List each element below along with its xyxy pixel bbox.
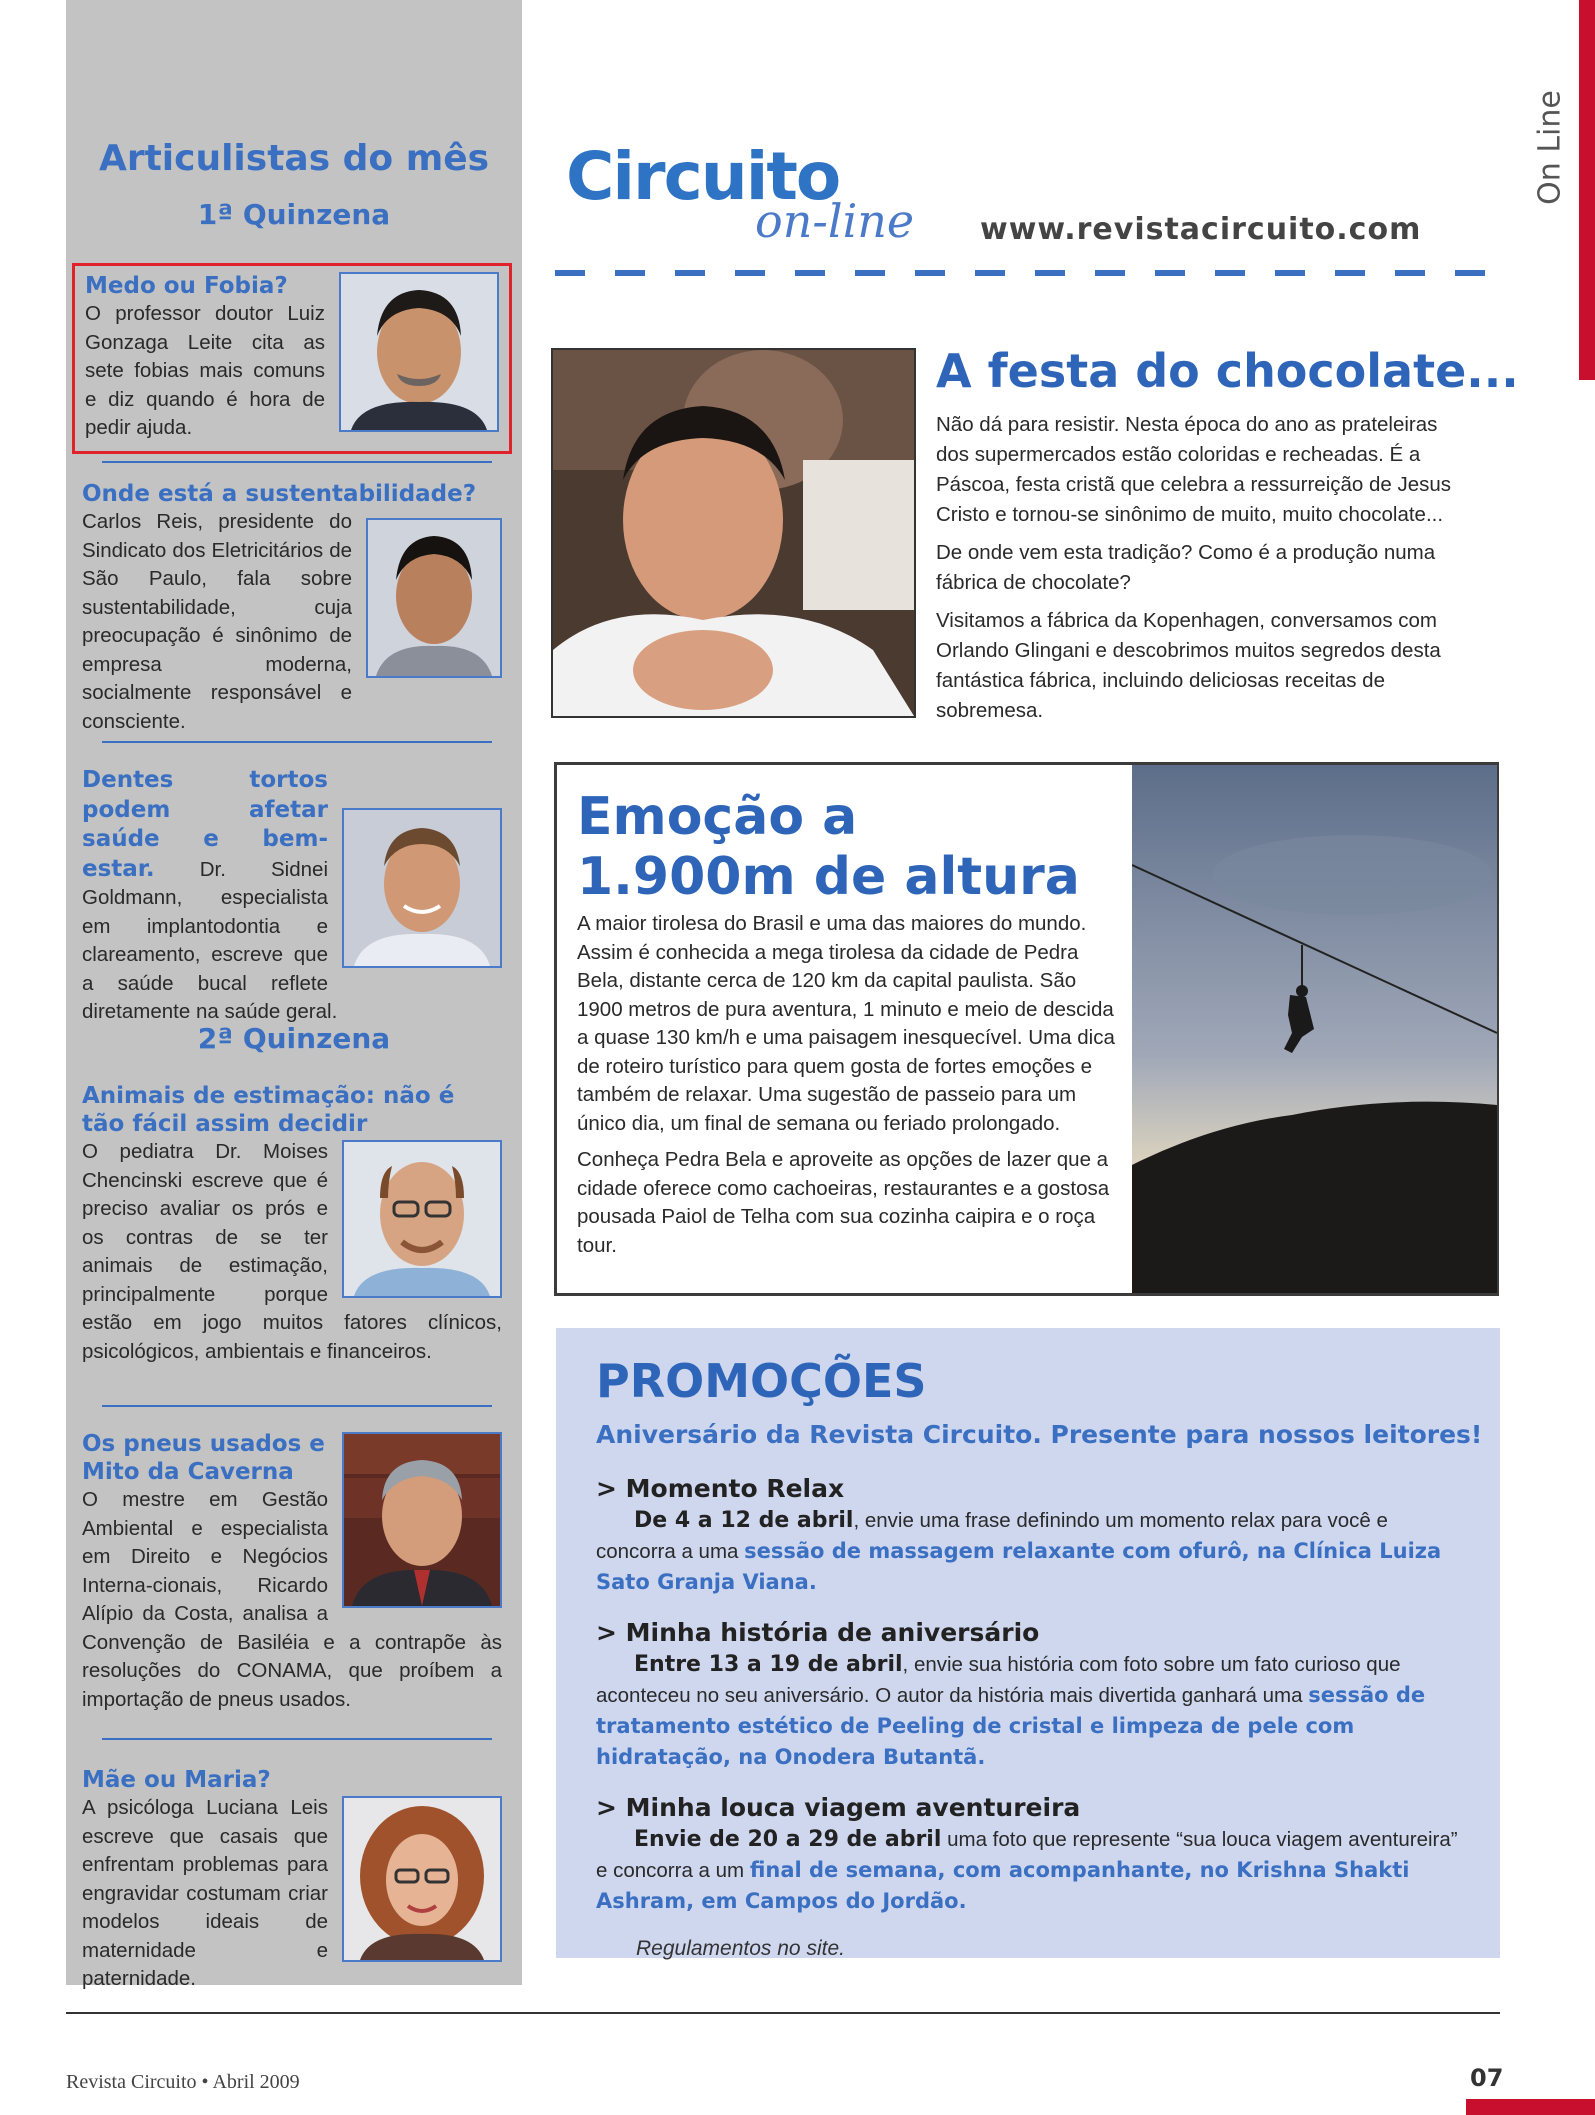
article-summary: Dr. Sidnei Goldmann, especialista em implantodontia e clareamento, escreve que a saúde bucal reflete diretamente na saúde geral. bbox=[82, 857, 338, 1023]
side-tab-label: On Line bbox=[1532, 90, 1568, 205]
article-title[interactable]: Mãe ou Maria? bbox=[82, 1767, 271, 1793]
quinzena-2-heading: 2ª Quinzena bbox=[197, 1022, 391, 1055]
page-number: 07 bbox=[1470, 2064, 1504, 2092]
article-summary: A psicóloga Luciana Leis escreve que casais que enfrentam problemas para engravidar costumam criar modelos ideais de maternidade e paternidade. bbox=[82, 1796, 328, 1990]
article-dentes-tortos[interactable] bbox=[82, 766, 502, 1027]
article-divider bbox=[102, 461, 492, 463]
promo-item-heading: > Minha louca viagem aventureira bbox=[596, 1793, 1081, 1822]
chocolate-paragraph: De onde vem esta tradição? Como é a produção numa fábrica de chocolate? bbox=[936, 541, 1436, 594]
article-title[interactable]: Animais de estimação: não é tão fácil assim decidir bbox=[82, 1083, 455, 1137]
promo-item-text: , envie uma frase definindo um momento relax para você e concorra a uma bbox=[596, 1509, 1388, 1563]
author-photo-luiz-gonzaga bbox=[339, 272, 499, 432]
tirolesa-paragraph: Conheça Pedra Bela e aproveite as opções de lazer que a cidade oferece como cachoeiras, restaurantes e a gostosa pousada Paiol de Telha com sua cozinha caipira e o roça tour. bbox=[577, 1148, 1110, 1257]
tirolesa-headline-line1: Emoção a bbox=[577, 787, 858, 847]
article-divider bbox=[102, 1405, 492, 1407]
author-photo-moises-chencinski bbox=[342, 1140, 502, 1298]
article-title[interactable]: Onde está a sustentabilidade? bbox=[82, 481, 477, 507]
article-title[interactable]: Medo ou Fobia? bbox=[85, 273, 288, 299]
promo-item-louca-viagem[interactable] bbox=[596, 1793, 1466, 1917]
promo-item-date: Envie de 20 a 29 de abril bbox=[634, 1827, 942, 1852]
footer-red-bar bbox=[1466, 2099, 1595, 2115]
author-photo-sidnei-goldmann bbox=[342, 808, 502, 968]
tirolesa-headline-line2: 1.900m de altura bbox=[577, 847, 1080, 907]
logo-main-text: Circuito bbox=[566, 138, 840, 215]
tirolesa-feature-box bbox=[554, 762, 1499, 1296]
tirolesa-paragraph: A maior tirolesa do Brasil e uma das maiores do mundo. Assim é conhecida a mega tirolesa da cidade de Pedra Bela, distante cerca de 120 km da capital paulista. São 1900 metros de pura aventura, 1 minuto e meio de descida a quase 130 km/h e uma paisagem inesquecível. Uma dica de roteiro turístico para quem gosta de fortes emoções e também de relaxar. Uma sugestão de passeio para um único dia, um final de semana ou feriado prolongado. bbox=[577, 912, 1115, 1135]
footer-publication-info bbox=[66, 2071, 300, 2094]
article-mae-ou-maria[interactable] bbox=[82, 1766, 502, 1994]
article-summary: O pediatra Dr. Moises Chencinski escreve que é preciso avaliar os prós e os contras de se ter animais de estimação, principalmente porque estão em jogo muitos fatores clínicos, psicológicos, ambientais e financeiros. bbox=[82, 1140, 502, 1363]
chocolate-paragraph: Não dá para resistir. Nesta época do ano as prateleiras dos supermercados estão coloridas e recheadas. É a Páscoa, festa cristã que celebra a ressurreição de Jesus Cristo e tornou-se sinônimo de muito, muito chocolate... bbox=[936, 413, 1452, 526]
logo-sub-text: on-line bbox=[755, 194, 915, 248]
promo-item-prize: sessão de massagem relaxante com ofurô, na Clínica Luiza Sato Granja Viana. bbox=[596, 1539, 1442, 1594]
promo-item-heading: > Minha história de aniversário bbox=[596, 1618, 1040, 1647]
chocolate-feature-photo bbox=[551, 348, 916, 718]
article-divider bbox=[102, 1738, 492, 1740]
red-edge-bar bbox=[1579, 0, 1595, 380]
chocolate-body bbox=[936, 410, 1476, 734]
promo-item-date: Entre 13 a 19 de abril bbox=[634, 1652, 903, 1677]
promocoes-subtitle: Aniversário da Revista Circuito. Presente para nossos leitores! bbox=[596, 1420, 1483, 1449]
footer-publication: Revista Circuito bbox=[66, 2071, 197, 2093]
footer-date: Abril 2009 bbox=[212, 2071, 300, 2093]
promocoes-title: PROMOÇÕES bbox=[596, 1354, 927, 1408]
tirolesa-body bbox=[577, 910, 1117, 1268]
article-summary: O professor doutor Luiz Gonzaga Leite cita as sete fobias mais comuns e diz quando é hora de pedir ajuda. bbox=[85, 302, 325, 439]
tirolesa-headline[interactable] bbox=[577, 787, 1080, 907]
section-side-tab bbox=[1520, 40, 1580, 260]
promo-item-momento-relax[interactable] bbox=[596, 1474, 1466, 1598]
chocolate-paragraph: Visitamos a fábrica da Kopenhagen, conversamos com Orlando Glingani e descobrimos muitos segredos desta fantástica fábrica, incluindo deliciosas receitas de sobremesa. bbox=[936, 609, 1441, 722]
promo-item-text: uma foto que represente “sua louca viagem aventureira” e concorra a um bbox=[596, 1828, 1458, 1882]
article-summary: O mestre em Gestão Ambiental e especialista em Direito e Negócios Interna-cionais, Ricardo Alípio da Costa, analisa a Convenção de Basiléia e a contrapõe às resoluções do CONAMA, que proíbem a importação de pneus usados. bbox=[82, 1488, 502, 1711]
chocolate-headline[interactable]: A festa do chocolate... bbox=[936, 344, 1519, 398]
article-summary: Carlos Reis, presidente do Sindicato dos Eletricitários de São Paulo, fala sobre sustentabilidade, cuja preocupação é sinônimo de empresa moderna, socialmente responsável e consciente. bbox=[82, 510, 352, 733]
articulistas-sidebar bbox=[66, 0, 522, 1990]
promo-item-text: , envie sua história com foto sobre um fato curioso que aconteceu no seu aniversário. O autor da história mais divertida ganhará uma bbox=[596, 1653, 1401, 1707]
article-divider bbox=[102, 741, 492, 743]
promo-item-heading: > Momento Relax bbox=[596, 1474, 845, 1503]
author-photo-luciana-leis bbox=[342, 1796, 502, 1962]
tirolesa-photo bbox=[1132, 765, 1497, 1293]
footer-separator: • bbox=[201, 2071, 209, 2093]
promo-item-prize: final de semana, com acompanhante, no Krishna Shakti Ashram, em Campos do Jordão. bbox=[596, 1858, 1410, 1913]
header-dashed-divider bbox=[555, 270, 1500, 276]
article-sustentabilidade[interactable] bbox=[82, 480, 502, 736]
sidebar-title: Articulistas do mês bbox=[98, 138, 490, 179]
article-title[interactable]: Dentes tortos podem afetar saúde e bem-estar. bbox=[82, 767, 328, 882]
author-photo-ricardo-alipio bbox=[342, 1432, 502, 1608]
promo-item-date: De 4 a 12 de abril bbox=[634, 1508, 854, 1533]
footer-rule bbox=[66, 2012, 1500, 2014]
article-title[interactable]: Os pneus usados e Mito da Caverna bbox=[82, 1431, 325, 1485]
regulamentos-note[interactable]: Regulamentos no site. bbox=[636, 1937, 845, 1960]
article-medo-ou-fobia[interactable] bbox=[72, 263, 512, 454]
circuito-online-logo[interactable] bbox=[560, 138, 960, 253]
site-url[interactable]: www.revistacircuito.com bbox=[980, 212, 1422, 247]
quinzena-1-heading: 1ª Quinzena bbox=[197, 198, 391, 231]
article-animais-estimacao[interactable] bbox=[82, 1082, 502, 1366]
promocoes-box bbox=[556, 1328, 1500, 1958]
promo-item-prize: sessão de tratamento estético de Peeling de cristal e limpeza de pele com hidratação, na Onodera Butantã. bbox=[596, 1683, 1426, 1769]
promo-item-historia-aniversario[interactable] bbox=[596, 1618, 1466, 1773]
author-photo-carlos-reis bbox=[366, 518, 502, 678]
promocoes-list bbox=[596, 1474, 1466, 1961]
article-pneus-usados[interactable] bbox=[82, 1430, 502, 1714]
